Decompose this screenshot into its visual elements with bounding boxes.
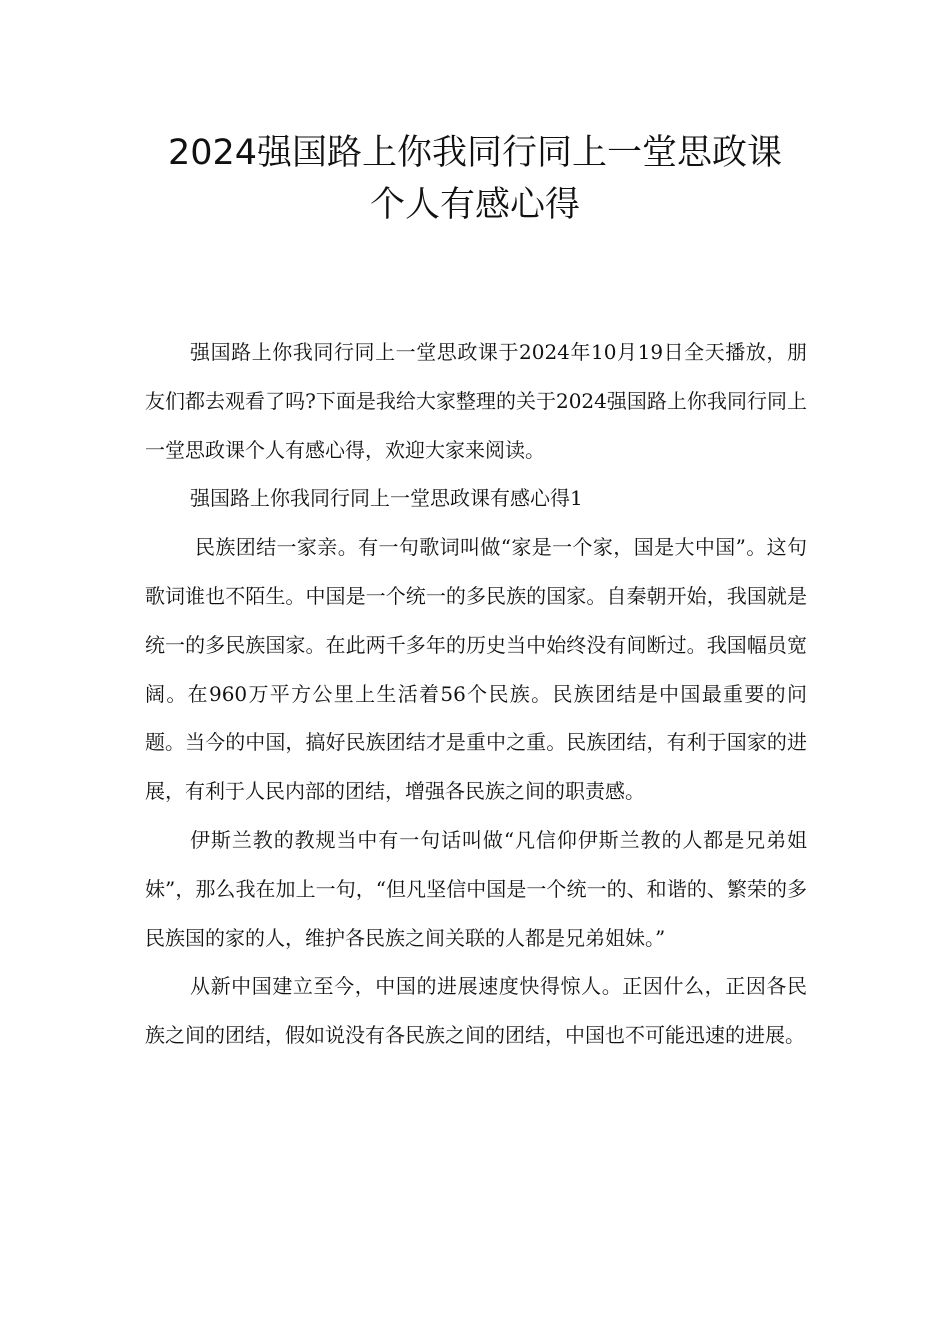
document-body [145,328,807,1060]
intro-paragraph: 强国路上你我同行同上一堂思政课于2024年10月19日全天播放，朋友们都去观看了吗?下面是我给大家整理的关于2024强国路上你我同行同上一堂思政课个人有感心得，欢迎大家来阅读。 [145,340,807,462]
document-title-line-1: 2024强国路上你我同行同上一堂思政课 [167,133,783,173]
body-paragraph: 伊斯兰教的教规当中有一句话叫做“凡信仰伊斯兰教的人都是兄弟姐妹”，那么我在加上一句，“但凡坚信中国是一个统一的、和谐的、繁荣的多民族国的家的人，维护各民族之间关联的人都是兄弟姐妹。” [145,827,807,950]
document-title-line-2: 个人有感心得 [369,185,580,225]
body-paragraph: 从新中国建立至今，中国的进展速度快得惊人。正因什么，正因各民族之间的团结，假如说没有各民族之间的团结，中国也不可能迅速的进展。 [145,974,807,1048]
section-heading: 强国路上你我同行同上一堂思政课有感心得1 [190,486,583,511]
body-paragraph: 民族团结一家亲。有一句歌词叫做“家是一个家，国是大中国”。这句歌词谁也不陌生。中国是一个统一的多民族的国家。自秦朝开始，我国就是统一的多民族国家。在此两千多年的历史当中始终没有间断过。我国幅员宽阔。在960万平方公里上生活着56个民族。民族团结是中国最重要的问题。当今的中国，搞好民族团结才是重中之重。民族团结，有利于国家的进展，有利于人民内部的团结，增强各民族之间的职责感。 [145,535,807,804]
